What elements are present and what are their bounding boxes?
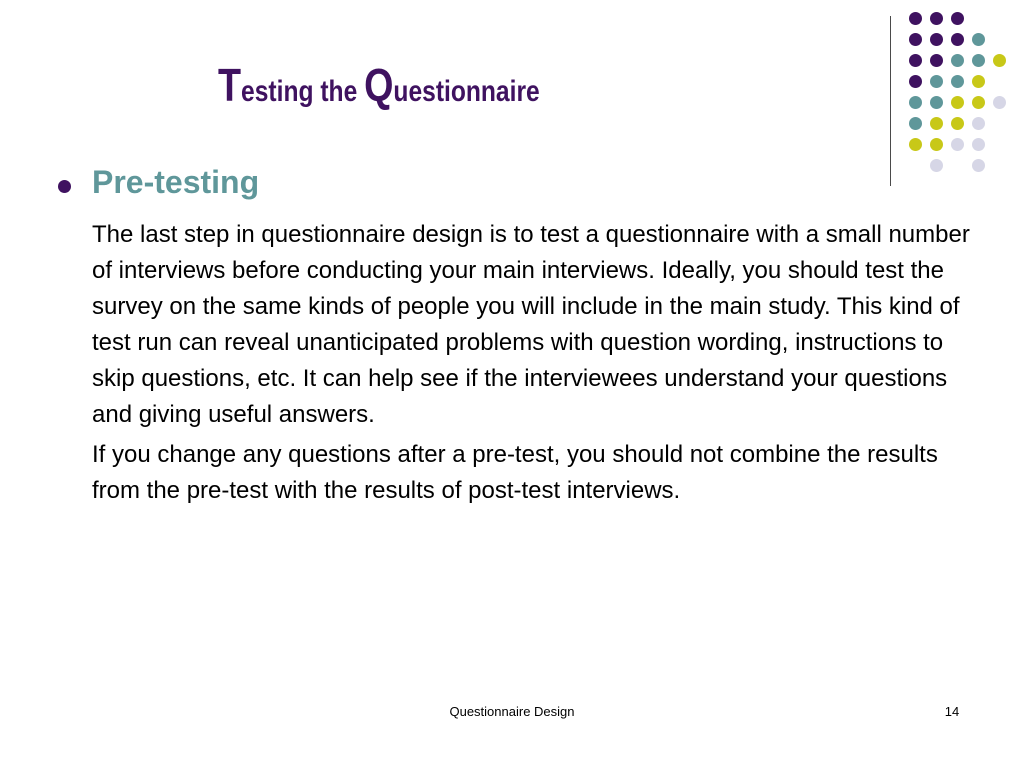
decorative-dot [972,159,985,172]
decorative-dot [930,33,943,46]
bullet-dot-icon [58,180,71,193]
decorative-dot [930,138,943,151]
title-q-rest: uestionnaire [393,75,540,108]
decorative-dot [972,33,985,46]
decorative-dot [930,96,943,109]
decorative-dot [930,159,943,172]
bullet-heading: Pre-testing [92,164,260,200]
decorative-dot [909,96,922,109]
title-t-capital: T [218,59,242,111]
decorative-dot [972,54,985,67]
decorative-dot [993,96,1006,109]
decorative-dot [951,117,964,130]
decorative-dot [930,117,943,130]
decorative-divider-line [890,16,891,186]
decorative-dot [951,75,964,88]
decorative-dot [930,75,943,88]
decorative-dot [909,12,922,25]
decorative-dot [972,138,985,151]
decorative-dot [909,117,922,130]
decorative-dot [930,12,943,25]
decorative-dot [930,54,943,67]
decorative-dot [951,12,964,25]
title-t-rest: esting [241,75,314,108]
paragraph: The last step in questionnaire design is to test a questionnaire with a small number of interviews before conducting your main interviews. Ideally, you should test the survey on the same kinds of people you will include in the main study. This kind of test run can reveal unanticipated problems with question wording, instructions to skip questions, etc. It can help see if the interviewees understand your questions and giving useful answers. [92,221,970,428]
decorative-dot [972,117,985,130]
decorative-dot [951,96,964,109]
slide-number: 14 [944,704,960,719]
decorative-dot [951,138,964,151]
decorative-dot [951,54,964,67]
decorative-dot [909,54,922,67]
decorative-dot [993,54,1006,67]
decorative-dot [909,75,922,88]
title-middle-word: the [320,75,358,108]
decorative-dot [972,96,985,109]
decorative-dot [909,33,922,46]
footer-title: Questionnaire Design [449,704,575,719]
decorative-dot [951,33,964,46]
slide-title [218,58,743,118]
decorative-dot [909,138,922,151]
decorative-dot [972,75,985,88]
paragraph: If you change any questions after a pre-test, you should not combine the results from the pre-test with the results of post-test interviews. [92,441,938,504]
body-text [92,217,972,513]
title-q-capital: Q [364,59,394,111]
decorative-dot-grid [905,12,1005,162]
